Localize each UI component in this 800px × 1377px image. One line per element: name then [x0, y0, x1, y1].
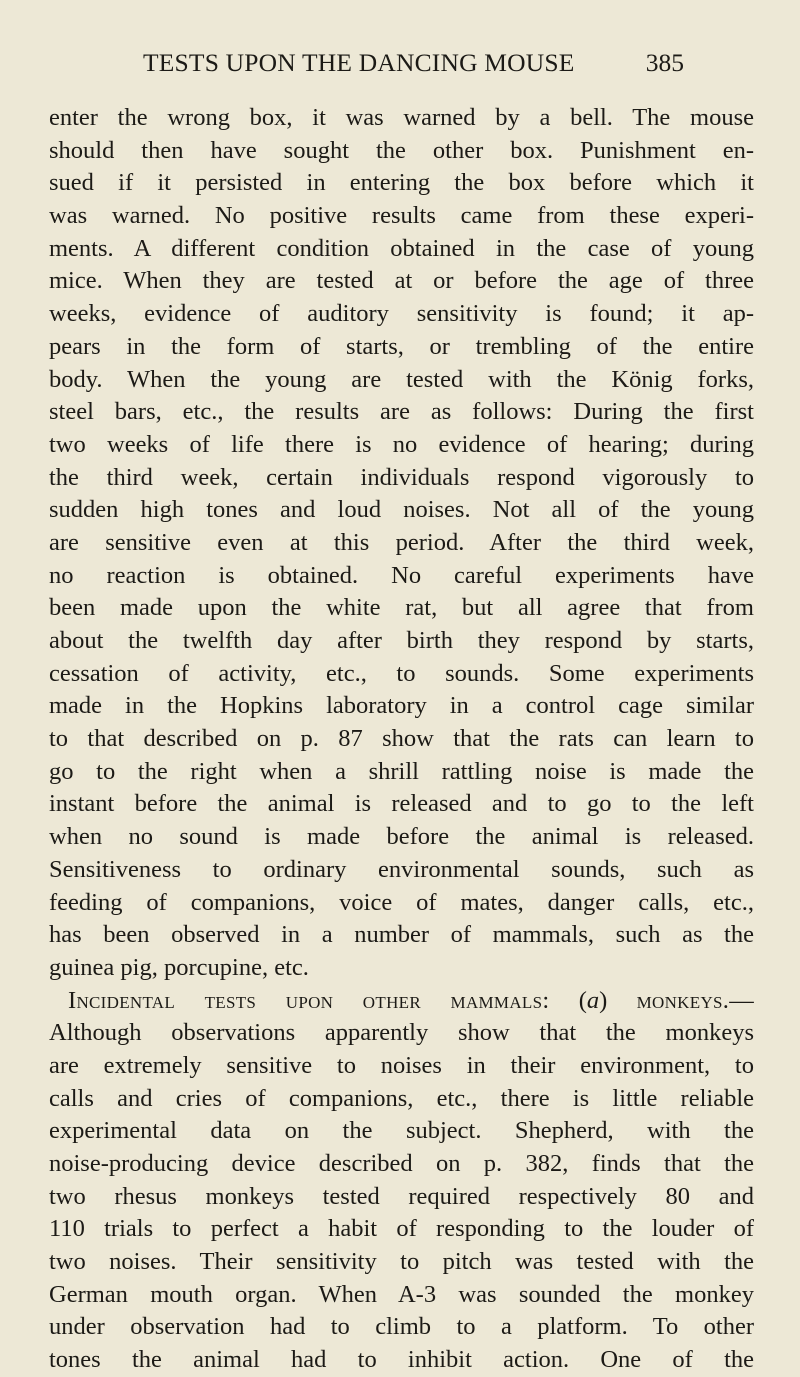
text-line: are extremely sensitive to noises in their environment, to: [49, 1051, 754, 1079]
section-heading: Incidental tests upon other mammals:: [68, 986, 550, 1014]
text-line: the third week, certain individuals respond vigorously to: [49, 463, 754, 491]
text-line: when no sound is made before the animal is released.: [49, 823, 754, 851]
text-line: mice. When they are tested at or before the age of three: [49, 267, 754, 295]
text-line: been made upon the white rat, but all agree that from: [49, 594, 754, 622]
text-line: are sensitive even at this period. After the third week,: [49, 528, 754, 556]
text-line: no reaction is obtained. No careful experiments have: [49, 561, 754, 589]
text-line: two rhesus monkeys tested required respectively 80 and: [49, 1182, 754, 1210]
text-line: go to the right when a shrill rattling noise is made the: [49, 757, 754, 785]
text-line: about the twelfth day after birth they respond by starts,: [49, 627, 754, 654]
text-line: experimental data on the subject. Shepherd, with the: [49, 1117, 754, 1145]
text-line: cessation of activity, etc., to sounds. Some experiments: [49, 659, 754, 687]
text-line: two noises. Their sensitivity to pitch was tested with the: [49, 1248, 754, 1276]
text-line: was warned. No positive results came from these experi-: [49, 202, 754, 230]
text-line: under observation had to climb to a platform. To other: [49, 1313, 754, 1341]
text-line: to that described on p. 87 show that the rats can learn to: [49, 725, 754, 753]
body-text: [49, 102, 754, 1377]
section-heading-line: [49, 985, 754, 1018]
text-line: weeks, evidence of auditory sensitivity is found; it ap-: [49, 300, 754, 328]
text-line: has been observed in a number of mammals, such as the: [49, 921, 754, 949]
text-line: body. When the young are tested with the König forks,: [49, 365, 754, 393]
text-line: guinea pig, porcupine, etc.: [49, 953, 309, 981]
text-line: two weeks of life there is no evidence of hearing; during: [49, 430, 754, 458]
text-line: tones the animal had to inhibit action. One of the: [49, 1346, 754, 1374]
text-line: calls and cries of companions, etc., there is little reliable: [49, 1084, 754, 1112]
section-marker-letter: a: [586, 986, 600, 1014]
page-number: 385: [645, 48, 684, 77]
section-marker: (a): [578, 986, 608, 1014]
text-line: made in the Hopkins laboratory in a control cage similar: [49, 692, 754, 720]
text-line: should then have sought the other box. Punishment en-: [49, 136, 754, 164]
text-line: steel bars, etc., the results are as follows: During the first: [49, 398, 754, 426]
section-subheading: monkeys.—: [636, 986, 754, 1014]
text-line: pears in the form of starts, or trembling of the entire: [49, 332, 754, 360]
running-title: TESTS UPON THE DANCING MOUSE: [143, 48, 575, 77]
text-line: enter the wrong box, it was warned by a bell. The mouse: [49, 104, 754, 131]
running-head: [0, 48, 800, 88]
text-line: German mouth organ. When A-3 was sounded the monkey: [49, 1280, 754, 1308]
text-line: Sensitiveness to ordinary environmental sounds, such as: [49, 855, 754, 883]
text-line: sudden high tones and loud noises. Not all of the young: [49, 496, 754, 524]
text-line: sued if it persisted in entering the box before which it: [49, 169, 754, 197]
text-line: ments. A different condition obtained in the case of young: [49, 234, 754, 262]
text-line: 110 trials to perfect a habit of responding to the louder of: [49, 1215, 754, 1243]
text-line: noise-producing device described on p. 382, finds that the: [49, 1150, 754, 1177]
text-line: instant before the animal is released and to go to the left: [49, 790, 754, 818]
text-line: Although observations apparently show that the monkeys: [49, 1019, 754, 1047]
text-line: feeding of companions, voice of mates, danger calls, etc.,: [49, 888, 754, 916]
